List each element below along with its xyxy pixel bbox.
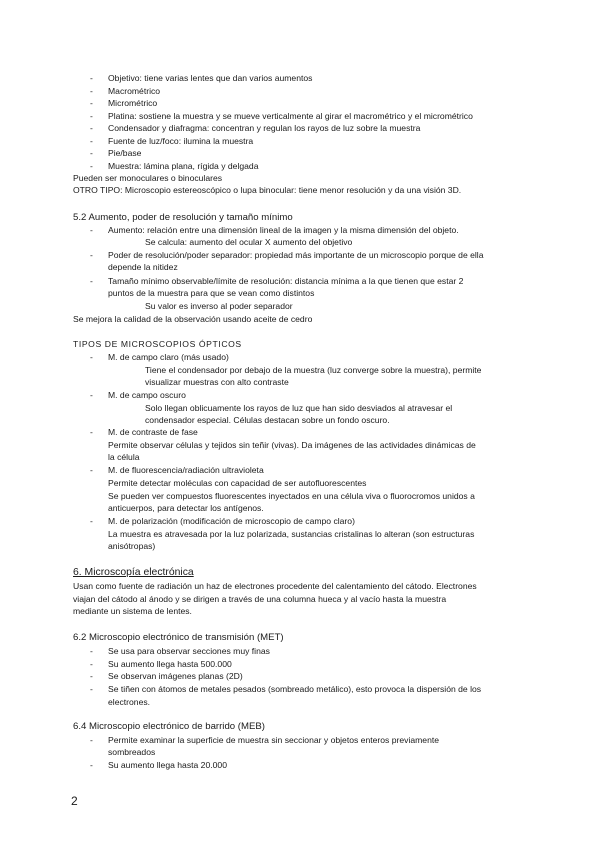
bullet-dash: - bbox=[90, 646, 93, 656]
bullet-dash: - bbox=[90, 352, 93, 362]
indented-text: Solo llegan oblicuamente los rayos de luz que han sido desviados al atravesar el bbox=[145, 403, 453, 413]
list-item-cont: Se pueden ver compuestos fluorescentes inyectados en una célula viva o fluorocromos unidos a bbox=[108, 491, 475, 501]
list-item-cont: electrones. bbox=[108, 697, 151, 707]
list-item: - Poder de resolución/poder separador: propiedad más importante de un microscopio porque de ella bbox=[90, 250, 484, 260]
bullet-dash: - bbox=[90, 86, 93, 96]
indented-text: Su valor es inverso al poder separador bbox=[145, 301, 293, 311]
bullet-dash: - bbox=[90, 276, 93, 286]
section-heading: 5.2 Aumento, poder de resolución y tamaño mínimo bbox=[73, 212, 293, 223]
bullet-dash: - bbox=[90, 73, 93, 83]
list-item: - Muestra: lámina plana, rígida y delgada bbox=[90, 161, 259, 171]
paragraph-line: viajan del cátodo al ánodo y se dirigen a través de una columna hueca y al vacío hasta la muestra bbox=[73, 594, 447, 604]
list-item: - Permite examinar la superficie de muestra sin seccionar y objetos enteros previamente bbox=[90, 735, 440, 745]
list-item: - Condensador y diafragma: concentran y regulan los rayos de luz sobre la muestra bbox=[90, 123, 421, 133]
paragraph: Pueden ser monoculares o binoculares bbox=[73, 173, 223, 183]
bullet-dash: - bbox=[90, 136, 93, 146]
list-item: - M. de contraste de fase bbox=[90, 427, 198, 437]
list-item-cont: sombreados bbox=[108, 747, 156, 757]
list-item: - Objetivo: tiene varias lentes que dan varios aumentos bbox=[90, 73, 313, 83]
bullet-dash: - bbox=[90, 671, 93, 681]
bullet-dash: - bbox=[90, 161, 93, 171]
list-item-cont: anticuerpos, para detectar los antígenos. bbox=[108, 503, 264, 513]
list-item-cont: La muestra es atravesada por la luz polarizada, sustancias cristalinas lo alteran (son estructuras bbox=[108, 529, 475, 539]
list-item: - Platina: sostiene la muestra y se mueve verticalmente al girar el macrométrico y el micrométrico bbox=[90, 111, 473, 121]
list-item: - Se observan imágenes planas (2D) bbox=[90, 671, 243, 681]
list-item-cont: anisótropas) bbox=[108, 541, 156, 551]
chapter-heading: 6. Microscopía electrónica bbox=[73, 567, 194, 578]
list-item: - Su aumento llega hasta 500.000 bbox=[90, 659, 232, 669]
list-item: - Macrométrico bbox=[90, 86, 161, 96]
indented-text: Tiene el condensador por debajo de la muestra (luz converge sobre la muestra), permite bbox=[145, 365, 482, 375]
bullet-dash: - bbox=[90, 148, 93, 158]
bullet-dash: - bbox=[90, 250, 93, 260]
paragraph: Se mejora la calidad de la observación usando aceite de cedro bbox=[73, 314, 313, 324]
list-item-cont: depende la nitidez bbox=[108, 262, 178, 272]
bullet-dash: - bbox=[90, 123, 93, 133]
paragraph-line: Usan como fuente de radiación un haz de electrones procedente del calentamiento del cátodo. Electrones bbox=[73, 581, 477, 591]
list-item: - Su aumento llega hasta 20.000 bbox=[90, 760, 227, 770]
list-item: - M. de fluorescencia/radiación ultravioleta bbox=[90, 465, 264, 475]
bullet-dash: - bbox=[90, 390, 93, 400]
bullet-dash: - bbox=[90, 98, 93, 108]
list-item: - M. de campo claro (más usado) bbox=[90, 352, 229, 362]
list-item: - M. de campo oscuro bbox=[90, 390, 186, 400]
list-item-cont: puntos de la muestra para que se vean como distintos bbox=[108, 288, 315, 298]
section-heading: 6.2 Microscopio electrónico de transmisión (MET) bbox=[73, 632, 284, 643]
bullet-dash: - bbox=[90, 465, 93, 475]
paragraph: OTRO TIPO: Microscopio estereoscópico o lupa binocular: tiene menor resolución y da una visión 3D. bbox=[73, 185, 462, 195]
paragraph-line: mediante un sistema de lentes. bbox=[73, 606, 192, 616]
bullet-dash: - bbox=[90, 516, 93, 526]
page-number: 2 bbox=[71, 794, 78, 808]
section-heading: 6.4 Microscopio electrónico de barrido (MEB) bbox=[73, 721, 265, 732]
indented-text: condensador especial. Células destacan sobre un fondo oscuro. bbox=[145, 415, 390, 425]
bullet-dash: - bbox=[90, 659, 93, 669]
list-item-cont: Permite detectar moléculas con capacidad de ser autofluorescentes bbox=[108, 478, 367, 488]
list-item: - Tamaño mínimo observable/límite de resolución: distancia mínima a la que tienen que estar 2 bbox=[90, 276, 464, 286]
bullet-dash: - bbox=[90, 111, 93, 121]
list-item: - Se tiñen con átomos de metales pesados (sombreado metálico), esto provoca la dispersión de los bbox=[90, 684, 482, 694]
bullet-dash: - bbox=[90, 760, 93, 770]
list-item-cont: Permite observar células y tejidos sin teñir (vivas). Da imágenes de las actividades dinámicas de bbox=[108, 440, 476, 450]
list-item: - Micrométrico bbox=[90, 98, 158, 108]
bullet-dash: - bbox=[90, 735, 93, 745]
indented-text: visualizar muestras con alto contraste bbox=[145, 377, 289, 387]
list-item: - Pie/base bbox=[90, 148, 142, 158]
bullet-dash: - bbox=[90, 684, 93, 694]
list-item: - M. de polarización (modificación de microscopio de campo claro) bbox=[90, 516, 355, 526]
bullet-dash: - bbox=[90, 427, 93, 437]
bullet-dash: - bbox=[90, 225, 93, 235]
list-item: - Fuente de luz/foco: ilumina la muestra bbox=[90, 136, 254, 146]
list-item-cont: la célula bbox=[108, 452, 140, 462]
indented-text: Se calcula: aumento del ocular X aumento del objetivo bbox=[145, 237, 353, 247]
list-item: - Aumento: relación entre una dimensión lineal de la imagen y la misma dimensión del objeto. bbox=[90, 225, 459, 235]
list-item: - Se usa para observar secciones muy finas bbox=[90, 646, 270, 656]
section-heading: TIPOS DE MICROSCOPIOS ÓPTICOS bbox=[73, 339, 242, 349]
